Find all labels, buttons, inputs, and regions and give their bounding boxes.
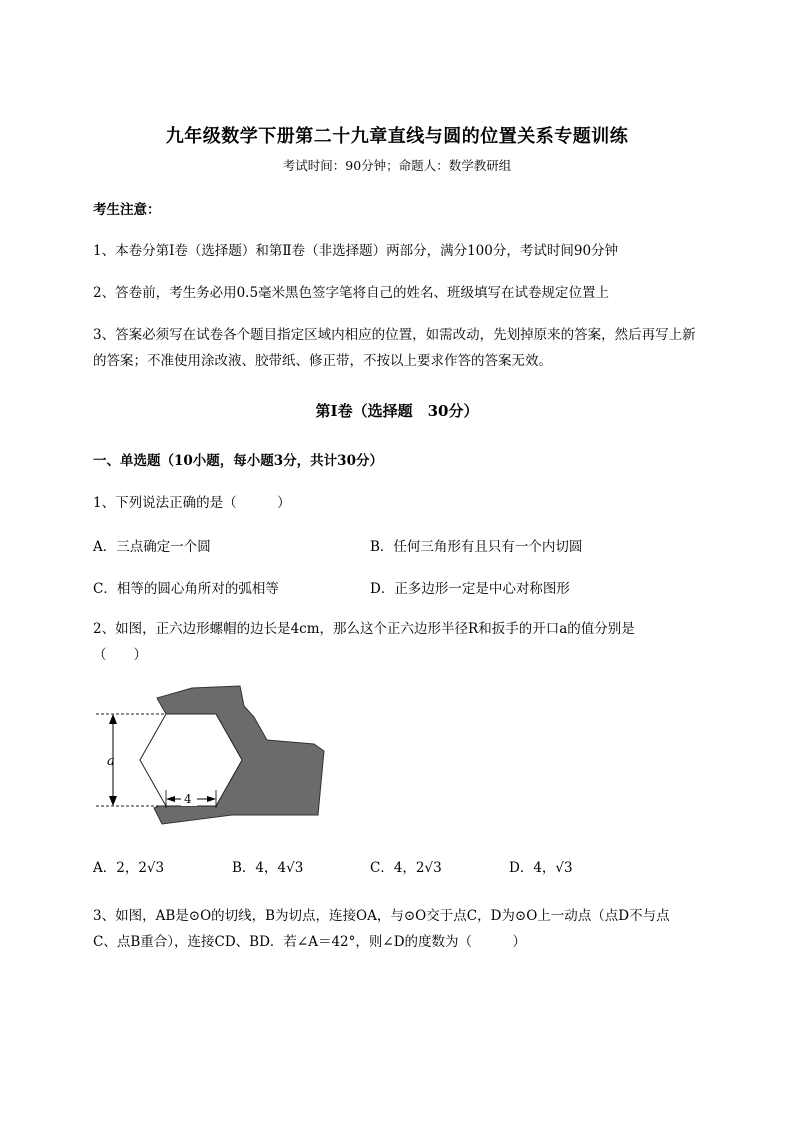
question-2-option-d[interactable]: D．4，√3 bbox=[509, 860, 573, 876]
question-2-stem-cont: （ ） bbox=[93, 647, 147, 663]
section-title: 第Ⅰ卷（选择题 30分） bbox=[315, 402, 479, 420]
label-4: 4 bbox=[184, 792, 192, 806]
question-2-option-b[interactable]: B．4，4√3 bbox=[232, 860, 304, 876]
question-2-option-c[interactable]: C．4，2√3 bbox=[370, 860, 442, 876]
label-a: a bbox=[107, 754, 115, 769]
notice-item-3-cont: 的答案；不准使用涂改液、胶带纸、修正带，不按以上要求作答的答案无效。 bbox=[93, 353, 552, 369]
question-1-option-d[interactable]: D．正多边形一定是中心对称图形 bbox=[370, 581, 570, 597]
notice-item-3: 3、答案必须写在试卷各个题目指定区域内相应的位置，如需改动，先划掉原来的答案，然后再写上新 bbox=[93, 327, 696, 343]
notice-item-1: 1、本卷分第Ⅰ卷（选择题）和第Ⅱ卷（非选择题）两部分，满分100分，考试时间90分钟 bbox=[93, 243, 619, 259]
notice-heading: 考生注意： bbox=[93, 202, 161, 218]
question-3-line-1: 3、如图，AB是⊙O的切线，B为切点，连接OA，与⊙O交于点C，D为⊙O上一动点（点D不与点 bbox=[93, 908, 670, 924]
question-2-option-a[interactable]: A．2，2√3 bbox=[93, 860, 165, 876]
question-3-line-2: C、点B重合），连接CD、BD．若∠A＝42°，则∠D的度数为（ ） bbox=[93, 934, 527, 950]
question-2-stem: 2、如图，正六边形螺帽的边长是4cm，那么这个正六边形半径R和扳手的开口a的值分别是 bbox=[93, 621, 635, 637]
notice-item-2: 2、答卷前，考生务必用0.5毫米黑色签字笔将自己的姓名、班级填写在试卷规定位置上 bbox=[93, 285, 610, 301]
a-arrow-down bbox=[109, 796, 117, 806]
wrench-hexagon-figure bbox=[92, 684, 332, 834]
question-1-option-b[interactable]: B．任何三角形有且只有一个内切圆 bbox=[370, 539, 583, 555]
exam-subtitle: 考试时间：90分钟；命题人：数学教研组 bbox=[282, 158, 512, 173]
part-heading: 一、单选题（10小题，每小题3分，共计30分） bbox=[93, 453, 383, 469]
exam-title: 九年级数学下册第二十九章直线与圆的位置关系专题训练 bbox=[165, 126, 629, 147]
question-1-stem: 1、下列说法正确的是（ ） bbox=[93, 495, 291, 511]
a-arrow-up bbox=[109, 714, 117, 724]
question-1-option-c[interactable]: C．相等的圆心角所对的弧相等 bbox=[93, 581, 279, 597]
question-1-option-a[interactable]: A．三点确定一个圆 bbox=[93, 539, 211, 555]
